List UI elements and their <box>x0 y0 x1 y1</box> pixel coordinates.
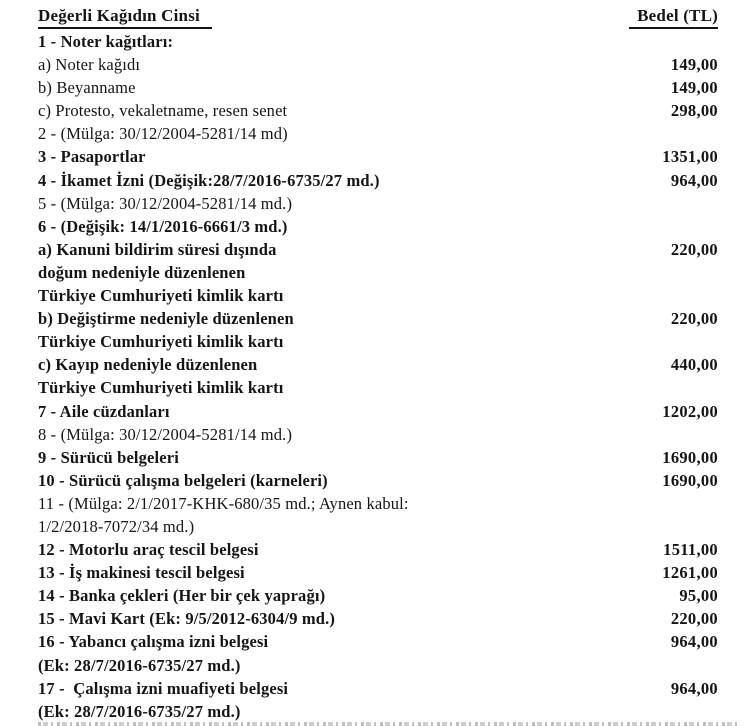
item-text: 4 - İkamet İzni (Değişik:28/7/2016-6735/27 md.) <box>38 170 380 190</box>
column-header-price: Bedel (TL) <box>629 5 718 29</box>
table-row <box>38 654 718 677</box>
price-text: 964,00 <box>670 170 718 190</box>
table-row <box>38 76 718 99</box>
price-text: 149,00 <box>670 55 718 75</box>
table-row <box>38 192 718 215</box>
item-text: a) Kanuni bildirim süresi dışında <box>38 239 277 259</box>
item-text: 8 - (Mülga: 30/12/2004-5281/14 md.) <box>38 424 293 444</box>
item-text: Türkiye Cumhuriyeti kimlik kartı <box>38 286 284 306</box>
item-text: a) Noter kağıdı <box>38 55 141 75</box>
item-text: Türkiye Cumhuriyeti kimlik kartı <box>38 378 284 398</box>
price-text: 964,00 <box>670 678 718 698</box>
item-text: 1/2/2018-7072/34 md.) <box>38 516 195 536</box>
price-text: 1202,00 <box>662 401 718 421</box>
item-text: 10 - Sürücü çalışma belgeleri (karneleri) <box>38 470 328 490</box>
table-row <box>38 515 718 538</box>
price-text: 220,00 <box>670 309 718 329</box>
item-text: 3 - Pasaportlar <box>38 147 146 167</box>
table-row <box>38 469 718 492</box>
item-text: c) Kayıp nedeniyle düzenlenen <box>38 355 258 375</box>
item-text: 6 - (Değişik: 14/1/2016-6661/3 md.) <box>38 216 288 236</box>
item-text: doğum nedeniyle düzenlenen <box>38 262 246 282</box>
price-text: 220,00 <box>670 609 718 629</box>
price-text: 1261,00 <box>662 563 718 583</box>
item-text: 15 - Mavi Kart (Ek: 9/5/2012-6304/9 md.) <box>38 609 336 629</box>
item-text: 1 - Noter kağıtları: <box>38 32 174 51</box>
table-row <box>38 376 718 399</box>
table-row <box>38 400 718 423</box>
item-text: 11 - (Mülga: 2/1/2017-KHK-680/35 md.; Aynen kabul: <box>38 493 409 513</box>
table-row <box>38 630 718 653</box>
price-text: 440,00 <box>670 355 718 375</box>
table-header-row <box>38 5 718 30</box>
table-row <box>38 215 718 238</box>
item-text: 5 - (Mülga: 30/12/2004-5281/14 md.) <box>38 193 293 213</box>
item-text: (Ek: 28/7/2016-6735/27 md.) <box>38 701 241 721</box>
table-row <box>38 145 718 168</box>
cut-off-text-line <box>38 722 740 726</box>
item-text: (Ek: 28/7/2016-6735/27 md.) <box>38 655 241 675</box>
table-row <box>38 261 718 284</box>
table-body <box>38 30 718 723</box>
price-text: 95,00 <box>679 586 718 606</box>
table-row <box>38 492 718 515</box>
table-row <box>38 607 718 630</box>
price-text: 298,00 <box>670 101 718 121</box>
price-text: 1690,00 <box>662 447 718 467</box>
item-text: 2 - (Mülga: 30/12/2004-5281/14 md) <box>38 124 288 144</box>
table-row <box>38 99 718 122</box>
price-text: 1351,00 <box>662 147 718 167</box>
item-text: b) Değiştirme nedeniyle düzenlenen <box>38 309 294 329</box>
item-text: 13 - İş makinesi tescil belgesi <box>38 563 245 583</box>
item-text: 12 - Motorlu araç tescil belgesi <box>38 540 259 560</box>
table-row <box>38 330 718 353</box>
table-row <box>38 238 718 261</box>
price-text: 149,00 <box>670 78 718 98</box>
item-text: Türkiye Cumhuriyeti kimlik kartı <box>38 332 284 352</box>
price-text: 1690,00 <box>662 470 718 490</box>
table-row <box>38 284 718 307</box>
table-row <box>38 423 718 446</box>
item-text: 9 - Sürücü belgeleri <box>38 447 179 467</box>
table-row <box>38 446 718 469</box>
item-text: 16 - Yabancı çalışma izni belgesi <box>38 632 269 652</box>
table-row <box>38 677 718 700</box>
table-row <box>38 122 718 145</box>
table-row <box>38 169 718 192</box>
price-text: 220,00 <box>670 239 718 259</box>
table-row <box>38 307 718 330</box>
table-row <box>38 353 718 376</box>
table-row <box>38 584 718 607</box>
item-text: 17 - Çalışma izni muafiyeti belgesi <box>38 678 289 698</box>
item-text: c) Protesto, vekaletname, resen senet <box>38 101 288 121</box>
table-row <box>38 561 718 584</box>
table-row <box>38 53 718 76</box>
table-row <box>38 538 718 561</box>
price-text: 1511,00 <box>663 540 718 560</box>
item-text: 7 - Aile cüzdanları <box>38 401 170 421</box>
price-text: 964,00 <box>670 632 718 652</box>
table-row <box>38 30 718 53</box>
item-text: b) Beyanname <box>38 78 136 98</box>
table-row <box>38 700 718 723</box>
column-header-item-type: Değerli Kağıdın Cinsi <box>38 5 212 29</box>
item-text: 14 - Banka çekleri (Her bir çek yaprağı) <box>38 586 326 606</box>
